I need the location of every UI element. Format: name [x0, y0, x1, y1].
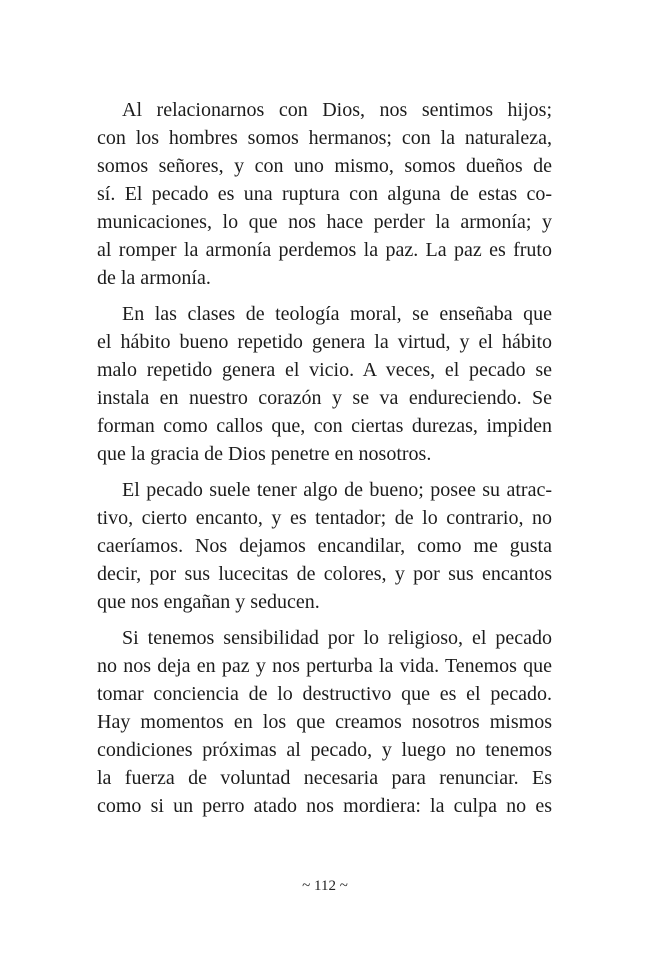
text-line: Hay momentos en los que creamos nosotros mismos: [97, 711, 552, 733]
text-line: de la armonía.: [97, 267, 211, 289]
text-line: caeríamos. Nos dejamos encandilar, como me gusta: [97, 535, 552, 557]
text-line: malo repetido genera el vicio. A veces, el pecado se: [97, 359, 552, 381]
text-line: la fuerza de voluntad necesaria para renunciar. Es: [97, 767, 552, 789]
text-line: tomar conciencia de lo destructivo que es el pecado.: [97, 683, 552, 705]
text-line: decir, por sus lucecitas de colores, y por sus encantos: [97, 563, 552, 585]
text-line: municaciones, lo que nos hace perder la armonía; y: [97, 211, 552, 233]
text-line: tivo, cierto encanto, y es tentador; de lo contrario, no: [97, 507, 552, 529]
text-line: que la gracia de Dios penetre en nosotros.: [97, 443, 432, 465]
text-line: como si un perro atado nos mordiera: la culpa no es: [97, 795, 552, 817]
text-line: sí. El pecado es una ruptura con alguna de estas co-: [97, 183, 552, 205]
text-line: forman como callos que, con ciertas durezas, impiden: [97, 415, 552, 437]
text-line: condiciones próximas al pecado, y luego no tenemos: [97, 739, 552, 761]
text-line: que nos engañan y seducen.: [97, 591, 320, 613]
text-line: Al relacionarnos con Dios, nos sentimos hijos;: [122, 99, 552, 121]
page-number: ~ 112 ~: [302, 878, 348, 894]
text-line: no nos deja en paz y nos perturba la vida. Tenemos que: [97, 655, 552, 677]
text-line: En las clases de teología moral, se enseñaba que: [122, 303, 552, 325]
text-line: Si tenemos sensibilidad por lo religioso, el pecado: [122, 627, 552, 649]
text-line: con los hombres somos hermanos; con la naturaleza,: [97, 127, 552, 149]
text-line: instala en nuestro corazón y se va endureciendo. Se: [97, 387, 552, 409]
text-line: el hábito bueno repetido genera la virtud, y el hábito: [97, 331, 552, 353]
text-line: El pecado suele tener algo de bueno; posee su atrac-: [122, 479, 552, 501]
text-line: al romper la armonía perdemos la paz. La paz es fruto: [97, 239, 552, 261]
text-line: somos señores, y con uno mismo, somos dueños de: [97, 155, 552, 177]
